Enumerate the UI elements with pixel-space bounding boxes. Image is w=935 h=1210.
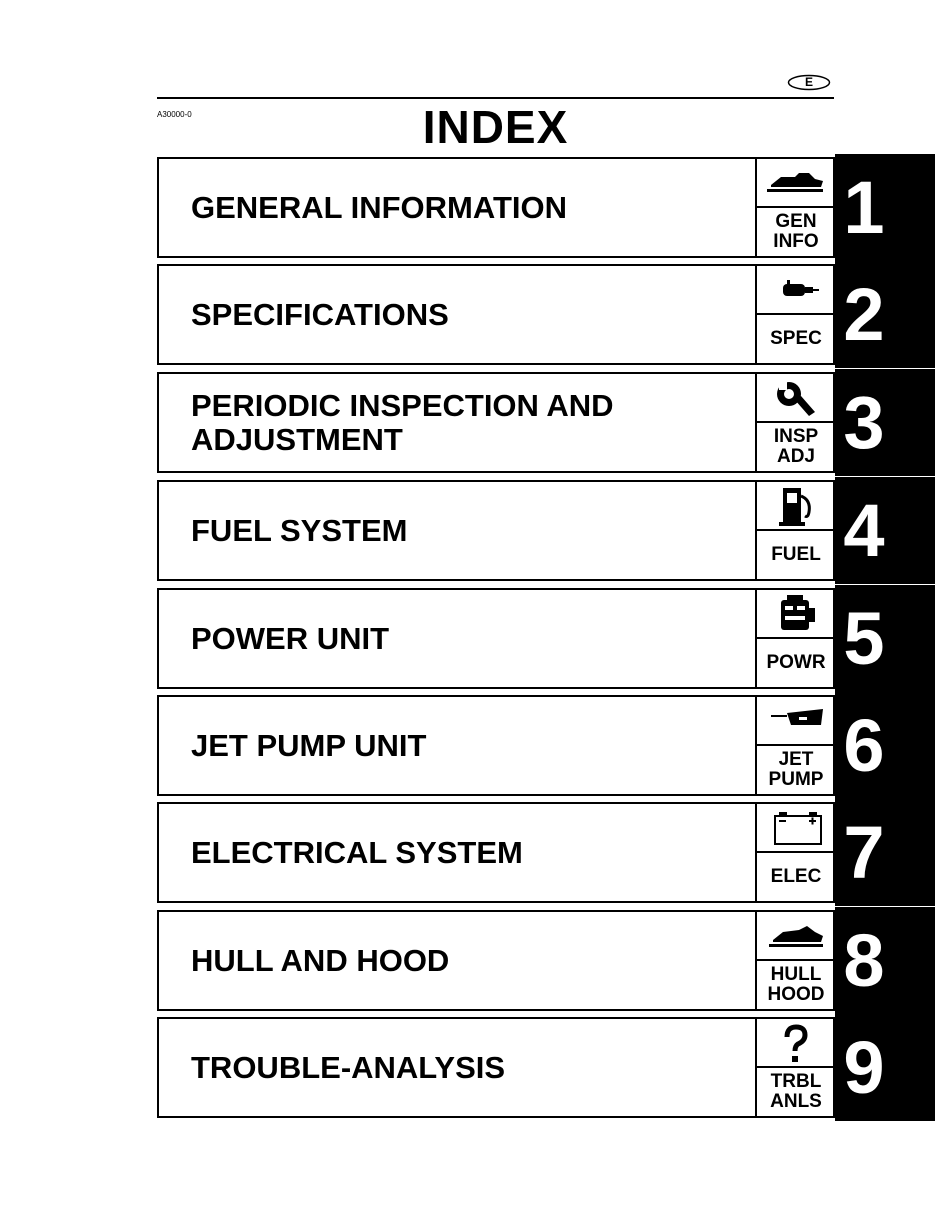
chapter-title[interactable]: SPECIFICATIONS: [191, 296, 449, 332]
chapter-tab-label: INSP ADJ: [773, 426, 819, 467]
chapter-title[interactable]: PERIODIC INSPECTION AND ADJUSTMENT: [191, 387, 614, 457]
chapter-title[interactable]: ELECTRICAL SYSTEM: [191, 834, 523, 870]
chapter-number-block[interactable]: [835, 261, 935, 368]
chapter-number-block[interactable]: [835, 585, 935, 692]
jet-ski-icon: [757, 161, 835, 203]
chapter-row-3[interactable]: [157, 372, 935, 473]
chapter-number-block[interactable]: [835, 477, 935, 584]
chapter-number-block[interactable]: [835, 692, 935, 799]
chapter-row-9[interactable]: [157, 1017, 935, 1118]
chapter-row-6[interactable]: [157, 695, 935, 796]
chapter-title[interactable]: GENERAL INFORMATION: [191, 189, 568, 225]
chapter-number: 2: [843, 273, 885, 356]
chapter-tab[interactable]: [755, 157, 835, 258]
chapter-tab[interactable]: [755, 802, 835, 903]
fuel-pump-icon: [757, 484, 835, 526]
chapter-tab-label: SPEC: [770, 328, 822, 349]
chapter-tab[interactable]: [755, 264, 835, 365]
chapter-tab[interactable]: [755, 910, 835, 1011]
chapter-tab[interactable]: [755, 1017, 835, 1118]
chapter-tab-label: HULL HOOD: [767, 964, 825, 1005]
chapter-tab-label: TRBL ANLS: [770, 1071, 822, 1112]
chapter-row-7[interactable]: [157, 802, 935, 903]
engine-icon: [757, 592, 835, 634]
chapter-number: 7: [843, 811, 885, 894]
chapter-title[interactable]: HULL AND HOOD: [191, 942, 450, 978]
question-mark-icon: [757, 1021, 835, 1063]
chapter-tab-label: ELEC: [770, 866, 822, 887]
language-letter: E: [804, 75, 813, 89]
doc-code: A30000-0: [157, 110, 192, 119]
chapter-tab[interactable]: [755, 588, 835, 689]
chapter-row-5[interactable]: [157, 588, 935, 689]
chapter-title[interactable]: JET PUMP UNIT: [191, 727, 427, 763]
chapter-number: 6: [843, 704, 885, 787]
chapter-title[interactable]: POWER UNIT: [191, 620, 390, 656]
chapter-tab-label: GEN INFO: [773, 211, 819, 252]
chapter-number: 1: [843, 166, 885, 249]
chapter-title[interactable]: FUEL SYSTEM: [191, 512, 408, 548]
chapter-number-block[interactable]: [835, 369, 935, 476]
chapter-number-block[interactable]: [835, 907, 935, 1014]
plug-icon: [757, 268, 835, 310]
chapter-row-4[interactable]: [157, 480, 935, 581]
chapter-number: 4: [843, 489, 885, 572]
hull-icon: [757, 914, 835, 956]
chapter-tab-label: FUEL: [771, 544, 821, 565]
chapter-row-8[interactable]: [157, 910, 935, 1011]
chapter-row-1[interactable]: [157, 157, 935, 258]
chapter-number-block[interactable]: [835, 154, 935, 261]
wrench-icon: [757, 376, 835, 418]
page-title: INDEX: [422, 101, 569, 153]
chapter-tab-label: POWR: [766, 652, 826, 673]
chapter-number: 9: [843, 1026, 885, 1109]
chapter-title[interactable]: TROUBLE-ANALYSIS: [191, 1049, 506, 1085]
chapter-number: 8: [843, 919, 885, 1002]
chapter-number-block[interactable]: [835, 799, 935, 906]
jet-pump-icon: [757, 699, 835, 741]
chapter-tab[interactable]: [755, 372, 835, 473]
battery-icon: [757, 806, 835, 848]
chapter-row-2[interactable]: [157, 264, 935, 365]
chapter-number: 3: [843, 381, 885, 464]
language-badge: [787, 74, 831, 91]
chapter-number-block[interactable]: [835, 1014, 935, 1121]
chapter-tab[interactable]: [755, 480, 835, 581]
chapter-number: 5: [843, 597, 885, 680]
chapter-tab[interactable]: [755, 695, 835, 796]
top-rule: [157, 97, 834, 99]
chapter-tab-label: JET PUMP: [768, 749, 824, 790]
